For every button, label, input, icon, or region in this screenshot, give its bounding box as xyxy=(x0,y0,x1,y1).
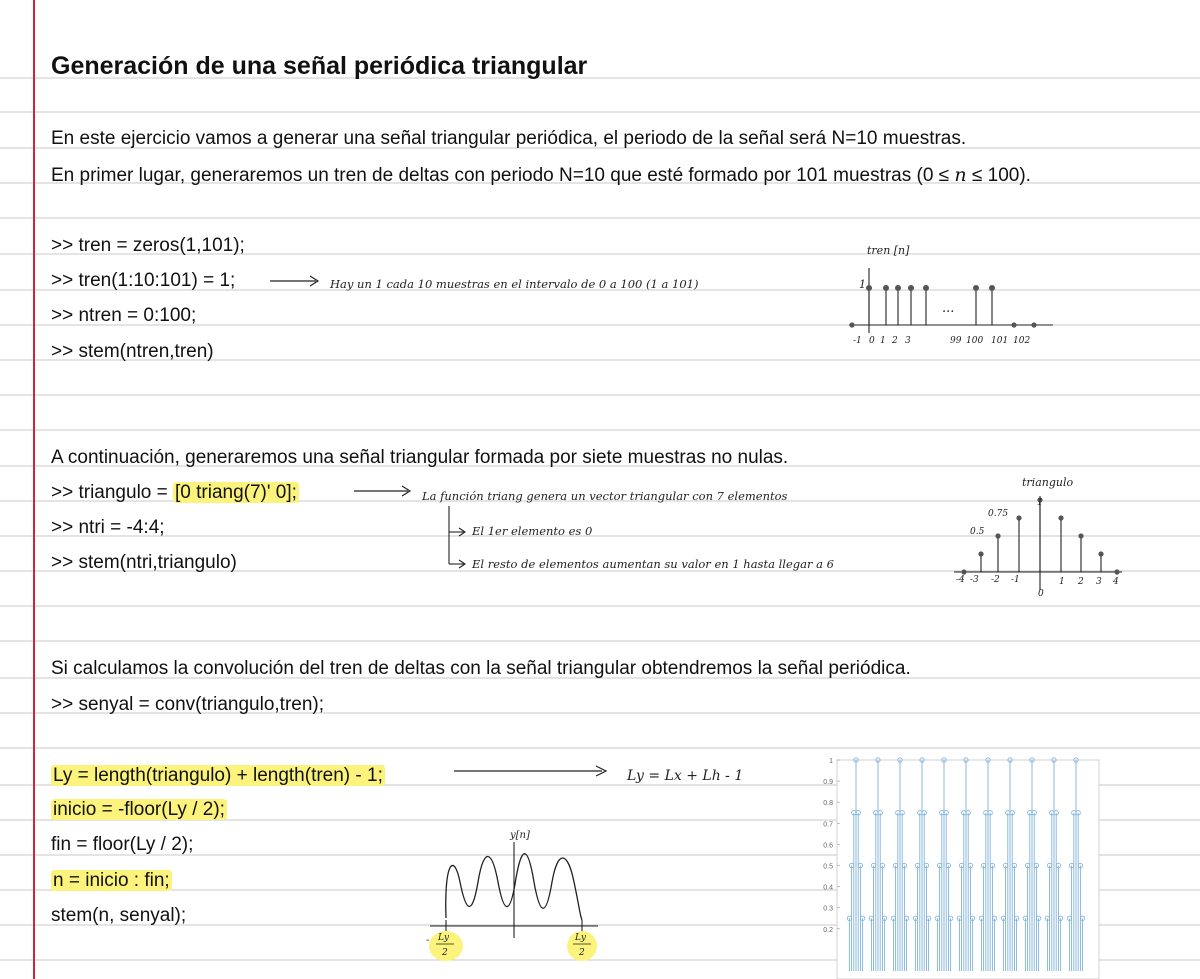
code-prefix: >> triangulo = xyxy=(51,482,174,503)
tri-xtick: 4 xyxy=(1113,577,1119,587)
tri-ylabel: 1 xyxy=(1037,498,1043,508)
tri-xtick: 3 xyxy=(1096,577,1102,587)
code-line: >> stem(ntren,tren) xyxy=(51,341,214,362)
tren-stem-head xyxy=(866,285,872,291)
code-highlight: [0 triang(7)' 0]; xyxy=(175,482,297,503)
intro-line-2-prefix: En primer lugar, generaremos un tren de deltas con periodo N=10 que esté formado por 101 muestras (0 ≤ xyxy=(51,165,955,186)
tren-zero-dot xyxy=(1011,322,1016,327)
note-tren: Hay un 1 cada 10 muestras en el intervalo de 0 a 100 (1 a 101) xyxy=(330,277,699,291)
arrow-icon xyxy=(452,764,614,778)
code-line: fin = floor(Ly / 2); xyxy=(51,834,194,855)
code-highlight: Ly = length(triangulo) + length(tren) - 1; xyxy=(53,765,383,786)
tren-sketch-label: tren [n] xyxy=(867,244,910,257)
code-line xyxy=(51,481,299,505)
triangulo-sketch-label: triangulo xyxy=(1022,476,1074,489)
tren-stem-head xyxy=(908,285,914,291)
tri-stem-head xyxy=(1016,515,1021,520)
margin-line xyxy=(33,0,35,979)
tren-stem-head xyxy=(973,285,979,291)
tri-xtick: 2 xyxy=(1078,577,1084,587)
tri-xtick: -3 xyxy=(970,575,979,585)
tren-stem-head xyxy=(923,285,929,291)
chart-ytick-label: 0.6 xyxy=(823,842,833,850)
tren-xtick: 2 xyxy=(892,336,898,346)
code-line: >> ntren = 0:100; xyxy=(51,305,197,326)
chart-ytick-label: 0.5 xyxy=(823,863,833,871)
left-minus: - xyxy=(426,935,430,946)
code-line: >> senyal = conv(triangulo,tren); xyxy=(51,694,325,715)
tri-xtick: -1 xyxy=(1011,575,1020,585)
left-den: 2 xyxy=(442,948,448,958)
tren-zero-dot xyxy=(849,322,854,327)
chart-ytick-label: 0.8 xyxy=(823,800,833,808)
tri-xtick: 1 xyxy=(1059,577,1065,587)
code-line: >> tren(1:10:101) = 1; xyxy=(51,270,236,291)
tri-stem-head xyxy=(1078,533,1083,538)
arrow-icon xyxy=(268,274,328,288)
tren-xtick: 99 xyxy=(950,336,962,346)
code-line xyxy=(51,764,385,788)
tri-stem-head xyxy=(1114,569,1119,574)
tri-xtick: 0 xyxy=(1038,589,1044,599)
tri-stem-head xyxy=(978,551,983,556)
tren-xtick: 1 xyxy=(880,336,886,346)
code-line: >> tren = zeros(1,101); xyxy=(51,235,245,256)
tren-xtick: 0 xyxy=(869,336,875,346)
stem-chart xyxy=(812,752,1102,979)
tren-xtick: -1 xyxy=(853,336,862,346)
formula-ly: Ly = Lx + Lh - 1 xyxy=(627,768,744,784)
chart-ytick-label: 0.2 xyxy=(823,926,833,934)
yn-sketch xyxy=(418,822,608,962)
tri-ylabel: 0.75 xyxy=(988,509,1009,519)
page-title: Generación de una señal periódica triangular xyxy=(51,52,588,80)
intro-line-2-suffix: ≤ 100). xyxy=(966,165,1031,186)
right-den: 2 xyxy=(579,948,585,958)
tri-stem-head xyxy=(995,533,1000,538)
chart-ytick-label: 0.9 xyxy=(823,779,833,787)
tri-xtick: -4 xyxy=(956,575,965,585)
yn-sketch-label: y[n] xyxy=(510,830,530,841)
tren-xtick: 102 xyxy=(1013,336,1031,346)
tren-sketch-ytick: 1 xyxy=(859,278,866,291)
chart-ytick-label: 1 xyxy=(829,758,833,765)
note-rest-elements: El resto de elementos aumentan su valor en 1 hasta llegar a 6 xyxy=(472,557,834,571)
tri-stem-head xyxy=(1098,551,1103,556)
code-highlight: n = inicio : fin; xyxy=(53,870,170,891)
code-line: stem(n, senyal); xyxy=(51,905,187,926)
intro-line-2 xyxy=(51,163,1031,188)
tren-xtick: 100 xyxy=(966,336,984,346)
note-first-element: El 1er elemento es 0 xyxy=(472,524,593,538)
note-triang: La función triang genera un vector triangular con 7 elementos xyxy=(422,489,788,503)
tren-zero-dot xyxy=(1031,322,1036,327)
intro-line-1: En este ejercicio vamos a generar una señal triangular periódica, el periodo de la señal será N=10 muestras. xyxy=(51,128,967,149)
chart-ytick-label: 0.3 xyxy=(823,905,833,913)
chart-ytick-label: 0.4 xyxy=(823,884,833,892)
intro-line-2-var: n xyxy=(954,164,967,186)
left-num: Ly xyxy=(438,933,449,943)
tren-sketch xyxy=(845,238,1060,350)
tri-stem-head xyxy=(961,569,966,574)
tren-stem-head xyxy=(895,285,901,291)
tri-xtick: -2 xyxy=(991,575,1000,585)
tren-stem-head xyxy=(883,285,889,291)
code-line: >> ntri = -4:4; xyxy=(51,517,165,538)
tren-xtick: 101 xyxy=(991,336,1009,346)
block2-intro: A continuación, generaremos una señal triangular formada por siete muestras no nulas. xyxy=(51,447,789,468)
right-num: Ly xyxy=(575,933,586,943)
triangulo-sketch xyxy=(950,472,1130,600)
tren-xtick: 3 xyxy=(905,336,911,346)
arrow-icon xyxy=(352,484,420,498)
chart-ytick-label: 0.7 xyxy=(823,821,833,829)
code-line xyxy=(51,798,227,822)
tri-ylabel: 0.5 xyxy=(970,527,985,537)
tren-stem-head xyxy=(989,285,995,291)
tren-sketch-dots: ... xyxy=(942,301,955,316)
code-line: >> stem(ntri,triangulo) xyxy=(51,552,237,573)
code-highlight: inicio = -floor(Ly / 2); xyxy=(53,799,225,820)
tri-stem-head xyxy=(1058,515,1063,520)
code-line xyxy=(51,869,172,893)
block3-intro: Si calculamos la convolución del tren de deltas con la señal triangular obtendremos la señal periódica. xyxy=(51,658,911,679)
